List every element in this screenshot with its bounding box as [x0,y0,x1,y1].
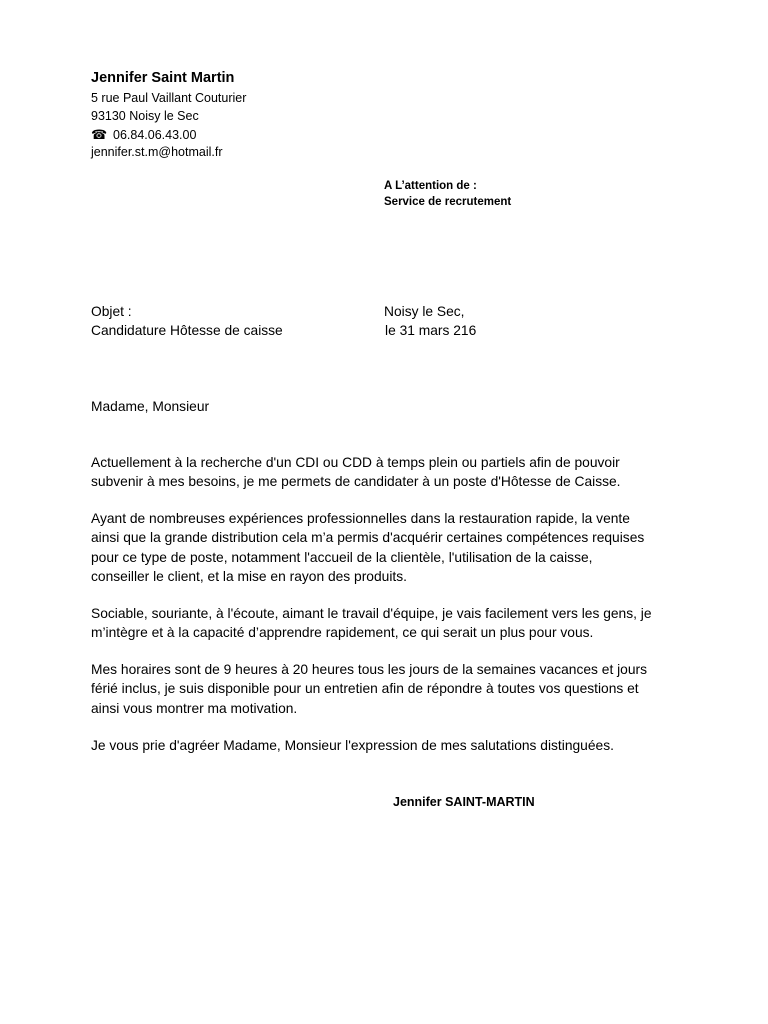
body-paragraph-2 [91,509,691,586]
sender-address-line2: 93130 Noisy le Sec [91,109,199,123]
paragraph-line: conseiller le client, et la mise en rayon des produits. [91,568,407,584]
paragraph-line: ainsi que la grande distribution cela m’a permis d'acquérir certaines compétences requises [91,530,645,546]
letter-date: le 31 mars 216 [385,323,477,338]
paragraph-line: Ayant de nombreuses expériences professionnelles dans la restauration rapide, la vente [91,511,630,526]
body-paragraph-1 [91,453,691,492]
paragraph-line: Mes horaires sont de 9 heures à 20 heures tous les jours de la semaines vacances et jours [91,662,648,677]
paragraph-line: ainsi vous montrer ma motivation. [91,700,298,716]
object-label: Objet : [91,304,132,319]
letter-place: Noisy le Sec, [384,304,465,319]
signature: Jennifer SAINT-MARTIN [393,795,535,809]
sender-phone: 06.84.06.43.00 [113,128,197,142]
paragraph-line: m’intègre et à la capacité d’apprendre rapidement, ce qui serait un plus pour vous. [91,625,594,641]
sender-address-line1: 5 rue Paul Vaillant Couturier [91,91,247,105]
object-value: Candidature Hôtesse de caisse [91,323,283,338]
sender-name: Jennifer Saint Martin [91,70,235,86]
paragraph-line: Je vous prie d'agréer Madame, Monsieur l'expression de mes salutations distinguées. [91,738,614,753]
paragraph-line: Sociable, souriante, à l'écoute, aimant le travail d'équipe, je vais facilement vers les gens, je [91,606,652,621]
salutation: Madame, Monsieur [91,399,210,414]
paragraph-line: Actuellement à la recherche d'un CDI ou CDD à temps plein ou partiels afin de pouvoir [91,455,620,470]
body-paragraph-3 [91,604,691,643]
sender-phone-row [91,127,196,143]
sender-email: jennifer.st.m@hotmail.fr [91,145,223,159]
telephone-icon: ☎ [91,127,108,142]
closing-paragraph [91,736,691,755]
paragraph-line: subvenir à mes besoins, je me permets de candidater à un poste d'Hôtesse de Caisse. [91,474,621,490]
body-paragraph-4 [91,660,691,718]
recipient-attention: A L’attention de : [384,180,477,192]
paragraph-line: pour ce type de poste, notamment l'accueil de la clientèle, l'utilisation de la caisse, [91,549,593,565]
paragraph-line: férié inclus, je suis disponible pour un entretien afin de répondre à toutes vos questions et [91,681,639,697]
recipient-service: Service de recrutement [384,196,512,208]
